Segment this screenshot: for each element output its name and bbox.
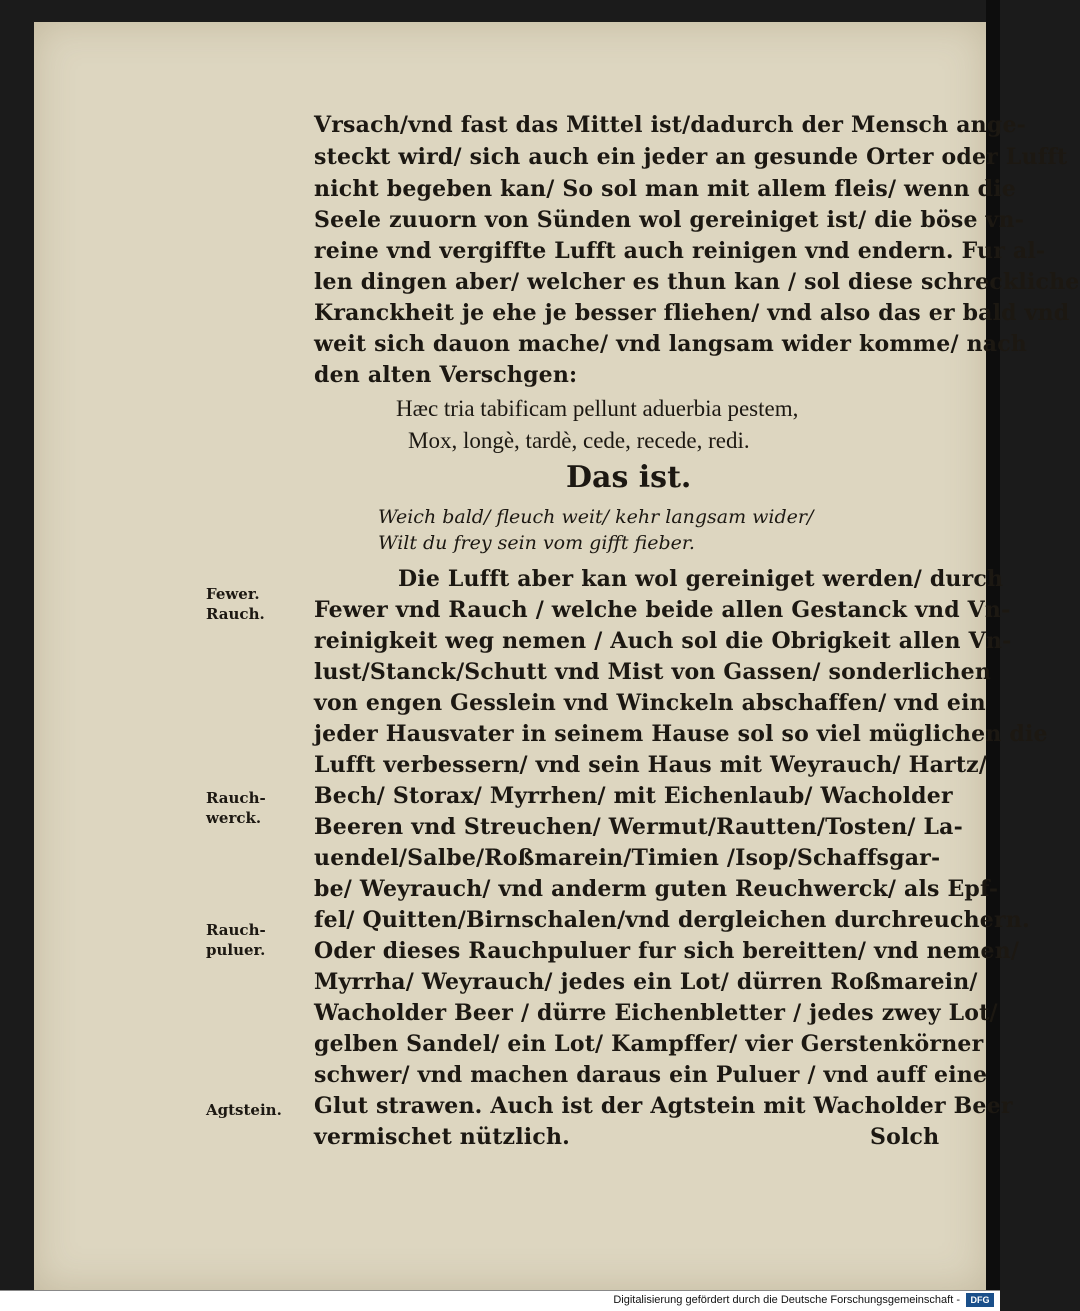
body2-line-12: fel/ Quitten/Birnschalen/vnd dergleichen durchreuchern. (314, 907, 1030, 933)
body-line-6: len dingen aber/ welcher es thun kan / sol diese schreckliche (314, 269, 1080, 295)
body-line-3: nicht begeben kan/ So sol man mit allem fleis/ wenn die (314, 176, 1016, 202)
body2-line-16: gelben Sandel/ ein Lot/ Kampffer/ vier Gerstenkörner (314, 1031, 984, 1057)
body2-line-1: Die Lufft aber kan wol gereiniget werden/ durch (398, 566, 1004, 592)
body2-line-3: reinigkeit weg nemen / Auch sol die Obrigkeit allen Vn- (314, 628, 1012, 654)
body2-line-14: Myrrha/ Weyrauch/ jedes ein Lot/ dürren Roßmarein/ (314, 969, 978, 995)
margin-note-agtstein: Agtstein. (206, 1101, 282, 1119)
margin-note-rauchpuluer-2: puluer. (206, 941, 266, 959)
body-line-1: Vrsach/vnd fast das Mittel ist/dadurch der Mensch ange- (314, 112, 1026, 138)
latin-line-2: Mox, longè, tardè, cede, recede, redi. (408, 428, 750, 453)
body-line-5: reine vnd vergiffte Lufft auch reinigen vnd endern. Fur al- (314, 238, 1046, 264)
body-line-4: Seele zuuorn von Sünden wol gereiniget ist/ die böse vn- (314, 207, 1025, 233)
margin-note-rauchpuluer-1: Rauch- (206, 921, 266, 939)
body2-line-4: lust/Stanck/Schutt vnd Mist von Gassen/ sonderlichen (314, 659, 992, 685)
margin-note-rauch: Rauch. (206, 605, 265, 623)
section-heading: Das ist. (566, 460, 692, 495)
body-line-9: den alten Verschgen: (314, 362, 578, 388)
body2-line-7: Lufft verbessern/ vnd sein Haus mit Weyrauch/ Hartz/ (314, 752, 988, 778)
body2-line-19: vermischet nützlich. (314, 1124, 571, 1150)
body2-line-6: jeder Hausvater in seinem Hause sol so viel müglichen die (314, 721, 1048, 747)
body2-line-9: Beeren vnd Streuchen/ Wermut/Rautten/Tosten/ La- (314, 814, 963, 840)
margin-note-fewer: Fewer. (206, 585, 260, 603)
body2-line-5: von engen Gesslein vnd Winckeln abschaffen/ vnd ein (314, 690, 986, 716)
catchword: Solch (870, 1124, 940, 1150)
body2-line-11: be/ Weyrauch/ vnd anderm guten Reuchwerck/ als Epf- (314, 876, 999, 902)
footer-bar (0, 1290, 1000, 1311)
body-line-2: steckt wird/ sich auch ein jeder an gesunde Orter oder Lufft (314, 144, 1068, 170)
body2-line-15: Wacholder Beer / dürre Eichenbletter / jedes zwey Lot/ (314, 1000, 998, 1026)
latin-line-1: Hæc tria tabificam pellunt aduerbia pestem, (396, 396, 799, 421)
verse-line-2: Wilt du frey sein vom gifft fieber. (378, 532, 695, 554)
body-line-8: weit sich dauon mache/ vnd langsam wider komme/ nach (314, 331, 1028, 357)
body2-line-10: uendel/Salbe/Roßmarein/Timien /Isop/Schaffsgar- (314, 845, 941, 871)
body2-line-8: Bech/ Storax/ Myrrhen/ mit Eichenlaub/ Wacholder (314, 783, 953, 809)
body2-line-17: schwer/ vnd machen daraus ein Puluer / vnd auff eine (314, 1062, 988, 1088)
body-line-7: Kranckheit je ehe je besser fliehen/ vnd also das er bald vnd (314, 300, 1070, 326)
margin-note-rauchwerck-2: werck. (206, 809, 262, 827)
body2-line-13: Oder dieses Rauchpuluer fur sich bereitten/ vnd nemen/ (314, 938, 1020, 964)
dfg-logo-icon[interactable]: DFG (966, 1293, 994, 1307)
body2-line-2: Fewer vnd Rauch / welche beide allen Gestanck vnd Vn- (314, 597, 1011, 623)
footer-credit: Digitalisierung gefördert durch die Deutsche Forschungsgemeinschaft - (613, 1294, 960, 1306)
verse-line-1: Weich bald/ fleuch weit/ kehr langsam wider/ (378, 506, 814, 528)
body2-line-18: Glut strawen. Auch ist der Agtstein mit Wacholder Beer (314, 1093, 1013, 1119)
margin-note-rauchwerck-1: Rauch- (206, 789, 266, 807)
